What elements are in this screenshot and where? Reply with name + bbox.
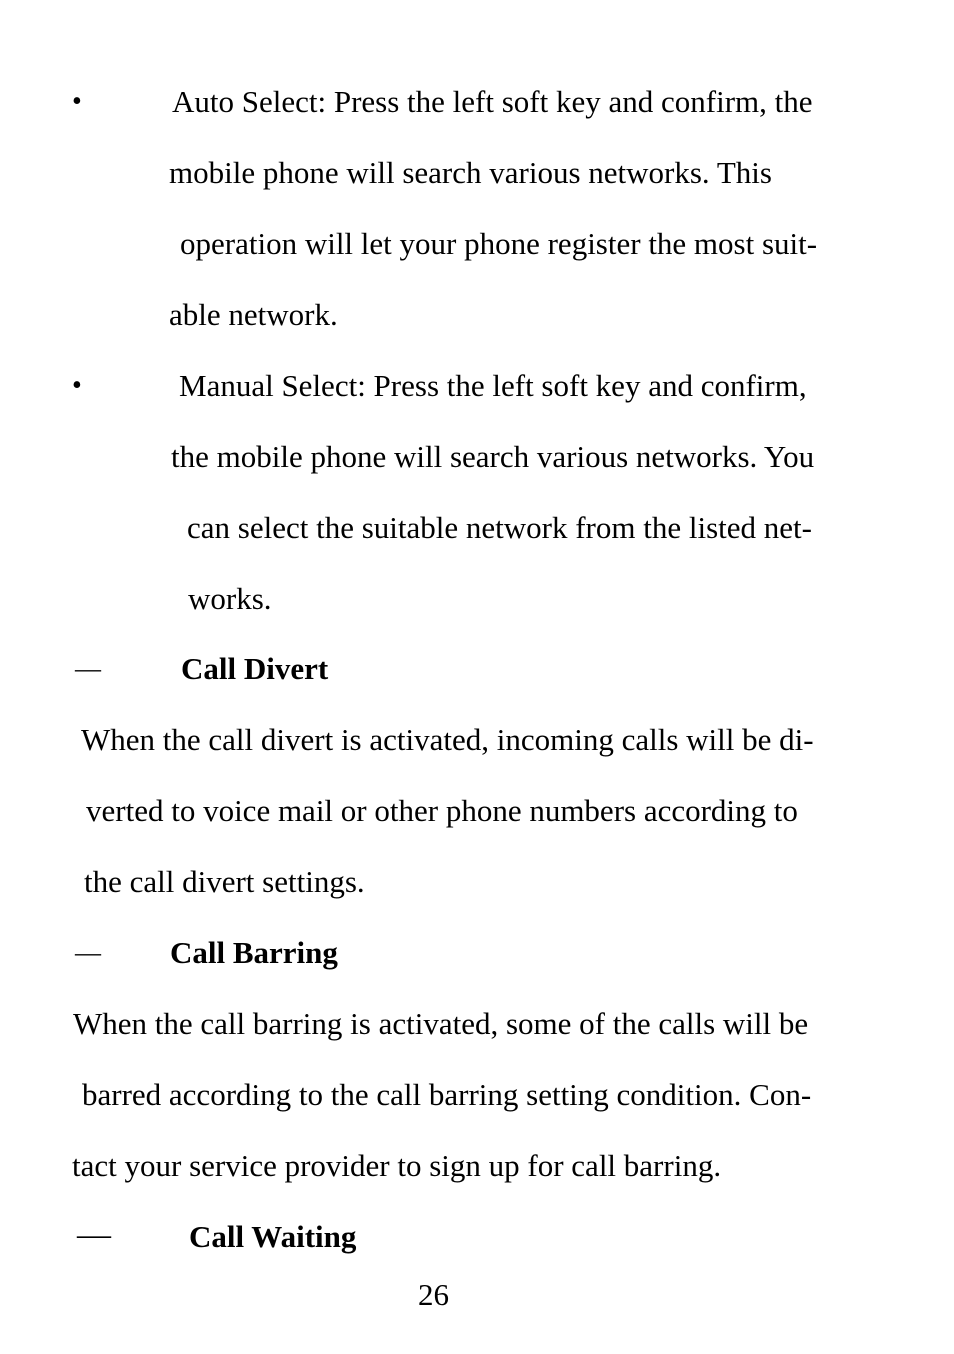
section-dash: — xyxy=(75,938,101,967)
section-dash: — xyxy=(77,1216,111,1253)
call-barring-heading: Call Barring xyxy=(170,935,338,970)
manual-select-line-1: Manual Select: Press the left soft key and confirm, xyxy=(179,368,807,403)
auto-select-line-2: mobile phone will search various networks. This xyxy=(169,155,772,190)
page-number: 26 xyxy=(418,1277,449,1312)
call-barring-line-1: When the call barring is activated, some of the calls will be xyxy=(73,1006,809,1041)
manual-select-line-3: can select the suitable network from the listed net- xyxy=(187,510,812,545)
auto-select-line-3: operation will let your phone register the most suit- xyxy=(180,226,818,261)
call-divert-line-1: When the call divert is activated, incoming calls will be di- xyxy=(81,722,814,757)
call-barring-line-2: barred according to the call barring setting condition. Con- xyxy=(82,1077,812,1112)
bullet-marker: • xyxy=(72,86,82,117)
manual-select-line-4: works. xyxy=(188,581,272,616)
call-divert-heading: Call Divert xyxy=(181,651,329,686)
call-waiting-heading: Call Waiting xyxy=(189,1219,357,1254)
call-divert-line-3: the call divert settings. xyxy=(84,864,365,899)
auto-select-line-1: Auto Select: Press the left soft key and confirm, the xyxy=(172,84,813,119)
section-dash: — xyxy=(75,654,101,683)
auto-select-line-4: able network. xyxy=(169,297,338,332)
call-barring-line-3: tact your service provider to sign up for call barring. xyxy=(72,1148,722,1183)
manual-select-line-2: the mobile phone will search various networks. You xyxy=(171,439,815,474)
bullet-marker: • xyxy=(72,370,82,401)
call-divert-line-2: verted to voice mail or other phone numbers according to xyxy=(86,793,798,828)
